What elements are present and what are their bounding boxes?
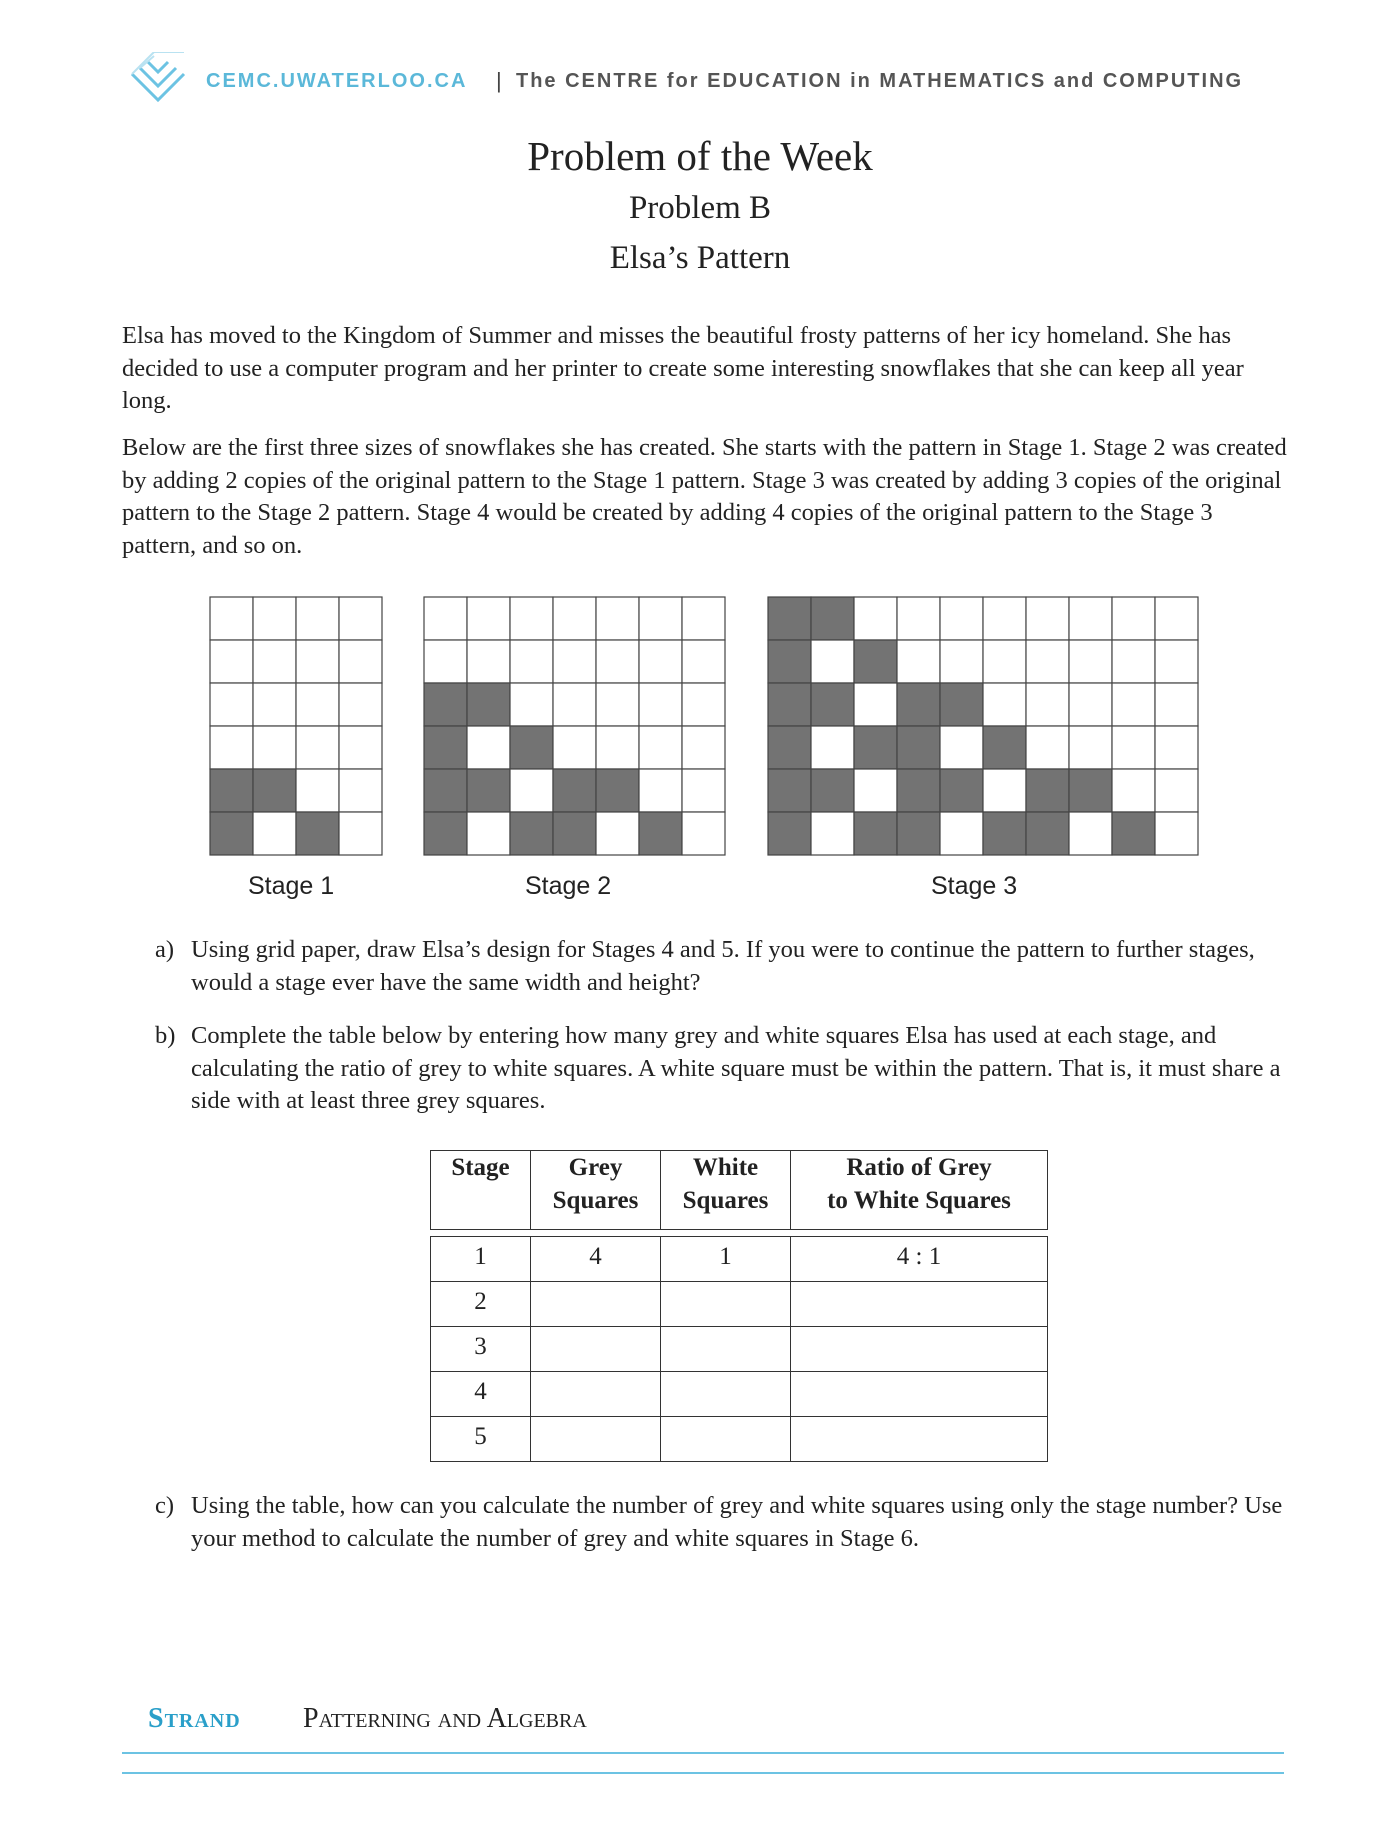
- strand-footer: [148, 1703, 587, 1735]
- grey-square: [811, 769, 854, 812]
- white-square: [596, 597, 639, 640]
- grey-square: [467, 683, 510, 726]
- grey-square: [768, 640, 811, 683]
- white-square: [682, 812, 725, 855]
- white-square: [854, 597, 897, 640]
- table-row: [431, 1237, 1048, 1282]
- white-square: [1155, 726, 1198, 769]
- table-cell: 4: [431, 1372, 531, 1417]
- grey-square: [210, 769, 253, 812]
- white-square: [983, 769, 1026, 812]
- grey-square: [768, 769, 811, 812]
- white-square: [1069, 812, 1112, 855]
- grey-square: [940, 769, 983, 812]
- grey-square: [768, 812, 811, 855]
- white-square: [339, 683, 382, 726]
- white-square: [940, 597, 983, 640]
- stage-1-label: Stage 1: [248, 872, 335, 900]
- grey-square: [854, 640, 897, 683]
- white-square: [467, 812, 510, 855]
- grey-square: [296, 812, 339, 855]
- white-square: [1069, 640, 1112, 683]
- white-square: [639, 726, 682, 769]
- white-square: [210, 726, 253, 769]
- grey-square: [1026, 769, 1069, 812]
- white-square: [682, 726, 725, 769]
- grey-square: [897, 769, 940, 812]
- white-square: [296, 640, 339, 683]
- white-square: [467, 597, 510, 640]
- white-square: [339, 597, 382, 640]
- table-cell: 2: [431, 1282, 531, 1327]
- white-square: [682, 769, 725, 812]
- grey-square: [811, 683, 854, 726]
- white-square: [339, 812, 382, 855]
- white-square: [940, 812, 983, 855]
- grey-square: [811, 597, 854, 640]
- grey-square: [553, 769, 596, 812]
- white-square: [1155, 812, 1198, 855]
- problem-name: Elsa’s Pattern: [609, 240, 791, 276]
- white-square: [467, 640, 510, 683]
- table-cell: 1: [431, 1237, 531, 1282]
- table-cell: 4 : 1: [791, 1237, 1048, 1282]
- white-square: [210, 683, 253, 726]
- grey-square: [553, 812, 596, 855]
- footer-rule-bottom: [122, 1772, 1284, 1774]
- table-cell[interactable]: [531, 1372, 661, 1417]
- white-square: [1112, 640, 1155, 683]
- problem-level: Problem B: [628, 190, 772, 226]
- white-square: [1112, 597, 1155, 640]
- white-square: [1069, 683, 1112, 726]
- strand-value: Patterning and Algebra: [303, 1703, 587, 1734]
- white-square: [253, 726, 296, 769]
- white-square: [1112, 769, 1155, 812]
- table-header-row: [431, 1151, 1048, 1230]
- table-cell[interactable]: [531, 1327, 661, 1372]
- white-square: [854, 683, 897, 726]
- white-square: [682, 640, 725, 683]
- grey-square: [424, 769, 467, 812]
- grey-square: [1069, 769, 1112, 812]
- stage-1-grid: [210, 597, 382, 855]
- grey-square: [897, 683, 940, 726]
- grey-square: [424, 726, 467, 769]
- white-square: [210, 597, 253, 640]
- table-cell: 5: [431, 1417, 531, 1462]
- white-square: [553, 597, 596, 640]
- header-stage: [431, 1151, 531, 1230]
- white-square: [897, 640, 940, 683]
- white-square: [983, 597, 1026, 640]
- white-square: [1112, 726, 1155, 769]
- grey-square: [1026, 812, 1069, 855]
- white-square: [210, 640, 253, 683]
- white-square: [639, 640, 682, 683]
- grey-square: [768, 597, 811, 640]
- strand-key: Strand: [148, 1703, 241, 1734]
- white-square: [1155, 640, 1198, 683]
- white-square: [1026, 726, 1069, 769]
- centre-name: The CENTRE for EDUCATION in MATHEMATICS and COMPUTING: [516, 70, 1244, 92]
- white-square: [553, 726, 596, 769]
- white-square: [854, 769, 897, 812]
- header-separator: |: [496, 68, 502, 93]
- white-square: [1026, 597, 1069, 640]
- grey-square: [639, 812, 682, 855]
- table-row: [431, 1417, 1048, 1462]
- question-c-text: Using the table, how can you calculate the number of grey and white squares using only the stage number? Use your method to calculate the number of grey and white squares in Stage 6.: [191, 1492, 1283, 1552]
- white-square: [553, 640, 596, 683]
- header-grey: [531, 1151, 661, 1230]
- grey-square: [467, 769, 510, 812]
- grey-square: [854, 726, 897, 769]
- white-square: [510, 683, 553, 726]
- table-cell[interactable]: [791, 1372, 1048, 1417]
- grey-square: [596, 769, 639, 812]
- white-square: [253, 597, 296, 640]
- white-square: [253, 812, 296, 855]
- white-square: [1155, 683, 1198, 726]
- white-square: [296, 683, 339, 726]
- white-square: [296, 597, 339, 640]
- table-row: [431, 1282, 1048, 1327]
- white-square: [424, 597, 467, 640]
- question-b-label: b): [155, 1022, 176, 1049]
- grey-square: [854, 812, 897, 855]
- page-header: [128, 52, 1308, 112]
- white-square: [639, 683, 682, 726]
- white-square: [1069, 726, 1112, 769]
- white-square: [1155, 597, 1198, 640]
- cemc-logo-icon: [128, 52, 190, 106]
- stage-3-label: Stage 3: [931, 872, 1018, 900]
- white-square: [682, 597, 725, 640]
- white-square: [596, 640, 639, 683]
- table-gap: [431, 1230, 1048, 1237]
- site-url: CEMC.UWATERLOO.CA: [206, 70, 468, 92]
- white-square: [1026, 640, 1069, 683]
- stages-paragraph: Below are the first three sizes of snowflakes she has created. She starts with the pattern in Stage 1. Stage 2 was created by adding 2 copies of the original pattern to the Stage 1 pattern. Stage 3 was created by adding 3 copies of the original pattern to the Stage 2 pattern. Stage 4 would be created by adding 4 copies of the original pattern to the Stage 3 pattern, and so on.: [122, 434, 1287, 559]
- white-square: [510, 640, 553, 683]
- white-square: [811, 640, 854, 683]
- table-cell[interactable]: [531, 1282, 661, 1327]
- grey-square: [768, 683, 811, 726]
- header-white-line2: Squares: [682, 1187, 769, 1214]
- white-square: [1155, 769, 1198, 812]
- white-square: [811, 812, 854, 855]
- white-square: [940, 726, 983, 769]
- white-square: [940, 640, 983, 683]
- white-square: [339, 726, 382, 769]
- white-square: [983, 683, 1026, 726]
- white-square: [1026, 683, 1069, 726]
- header-ratio-line2: to White Squares: [827, 1187, 1011, 1214]
- grey-square: [940, 683, 983, 726]
- grey-square: [983, 726, 1026, 769]
- white-square: [253, 683, 296, 726]
- table-cell[interactable]: [661, 1372, 791, 1417]
- header-white: [661, 1151, 791, 1230]
- table-cell[interactable]: [661, 1282, 791, 1327]
- page-title: Problem of the Week: [527, 133, 873, 179]
- grey-square: [897, 812, 940, 855]
- question-a-text: Using grid paper, draw Elsa’s design for Stages 4 and 5. If you were to continue the pattern to further stages, would a stage ever have the same width and height?: [191, 936, 1255, 996]
- question-a-label: a): [155, 936, 175, 963]
- stage-2-label: Stage 2: [525, 872, 612, 900]
- footer-rule-top: [122, 1752, 1284, 1754]
- grey-square: [510, 726, 553, 769]
- table-row: [431, 1327, 1048, 1372]
- white-square: [639, 769, 682, 812]
- table-row: [431, 1372, 1048, 1417]
- header-ratio-line1: Ratio of Grey: [846, 1154, 992, 1181]
- white-square: [596, 726, 639, 769]
- header-grey-line1: Grey: [568, 1154, 623, 1181]
- white-square: [510, 769, 553, 812]
- header-grey-line2: Squares: [552, 1187, 639, 1214]
- table-cell[interactable]: [661, 1417, 791, 1462]
- grey-square: [510, 812, 553, 855]
- grey-square: [1112, 812, 1155, 855]
- grey-square: [253, 769, 296, 812]
- white-square: [510, 597, 553, 640]
- white-square: [467, 726, 510, 769]
- grey-square: [210, 812, 253, 855]
- table-cell: 4: [531, 1237, 661, 1282]
- white-square: [296, 726, 339, 769]
- header-white-line1: White: [692, 1154, 759, 1181]
- white-square: [553, 683, 596, 726]
- white-square: [339, 640, 382, 683]
- stage-3-grid: [768, 597, 1198, 855]
- white-square: [296, 769, 339, 812]
- white-square: [339, 769, 382, 812]
- table-cell[interactable]: [531, 1417, 661, 1462]
- answer-table: [430, 1150, 1048, 1462]
- grey-square: [424, 812, 467, 855]
- table-cell: 3: [431, 1327, 531, 1372]
- white-square: [682, 683, 725, 726]
- white-square: [596, 812, 639, 855]
- question-b-text: Complete the table below by entering how many grey and white squares Elsa has used at each stage, and calculating the ratio of grey to white squares. A white square must be within the pattern. That is, it must share a side with at least three grey squares.: [191, 1022, 1281, 1114]
- table-cell: 1: [661, 1237, 791, 1282]
- white-square: [1112, 683, 1155, 726]
- white-square: [811, 726, 854, 769]
- grey-square: [983, 812, 1026, 855]
- white-square: [897, 597, 940, 640]
- white-square: [424, 640, 467, 683]
- white-square: [596, 683, 639, 726]
- question-c-label: c): [155, 1492, 175, 1519]
- stage-2-grid: [424, 597, 725, 855]
- white-square: [253, 640, 296, 683]
- table-cell[interactable]: [661, 1327, 791, 1372]
- grey-square: [897, 726, 940, 769]
- header-stage-text: Stage: [451, 1154, 510, 1181]
- intro-paragraph: Elsa has moved to the Kingdom of Summer and misses the beautiful frosty patterns of her icy homeland. She has decided to use a computer program and her printer to create some interesting snowflakes that she can keep all year long.: [122, 322, 1244, 414]
- header-ratio: [791, 1151, 1048, 1230]
- grey-square: [768, 726, 811, 769]
- white-square: [1069, 597, 1112, 640]
- table-cell[interactable]: [791, 1282, 1048, 1327]
- white-square: [639, 597, 682, 640]
- white-square: [983, 640, 1026, 683]
- table-cell[interactable]: [791, 1417, 1048, 1462]
- grey-square: [424, 683, 467, 726]
- table-cell[interactable]: [791, 1327, 1048, 1372]
